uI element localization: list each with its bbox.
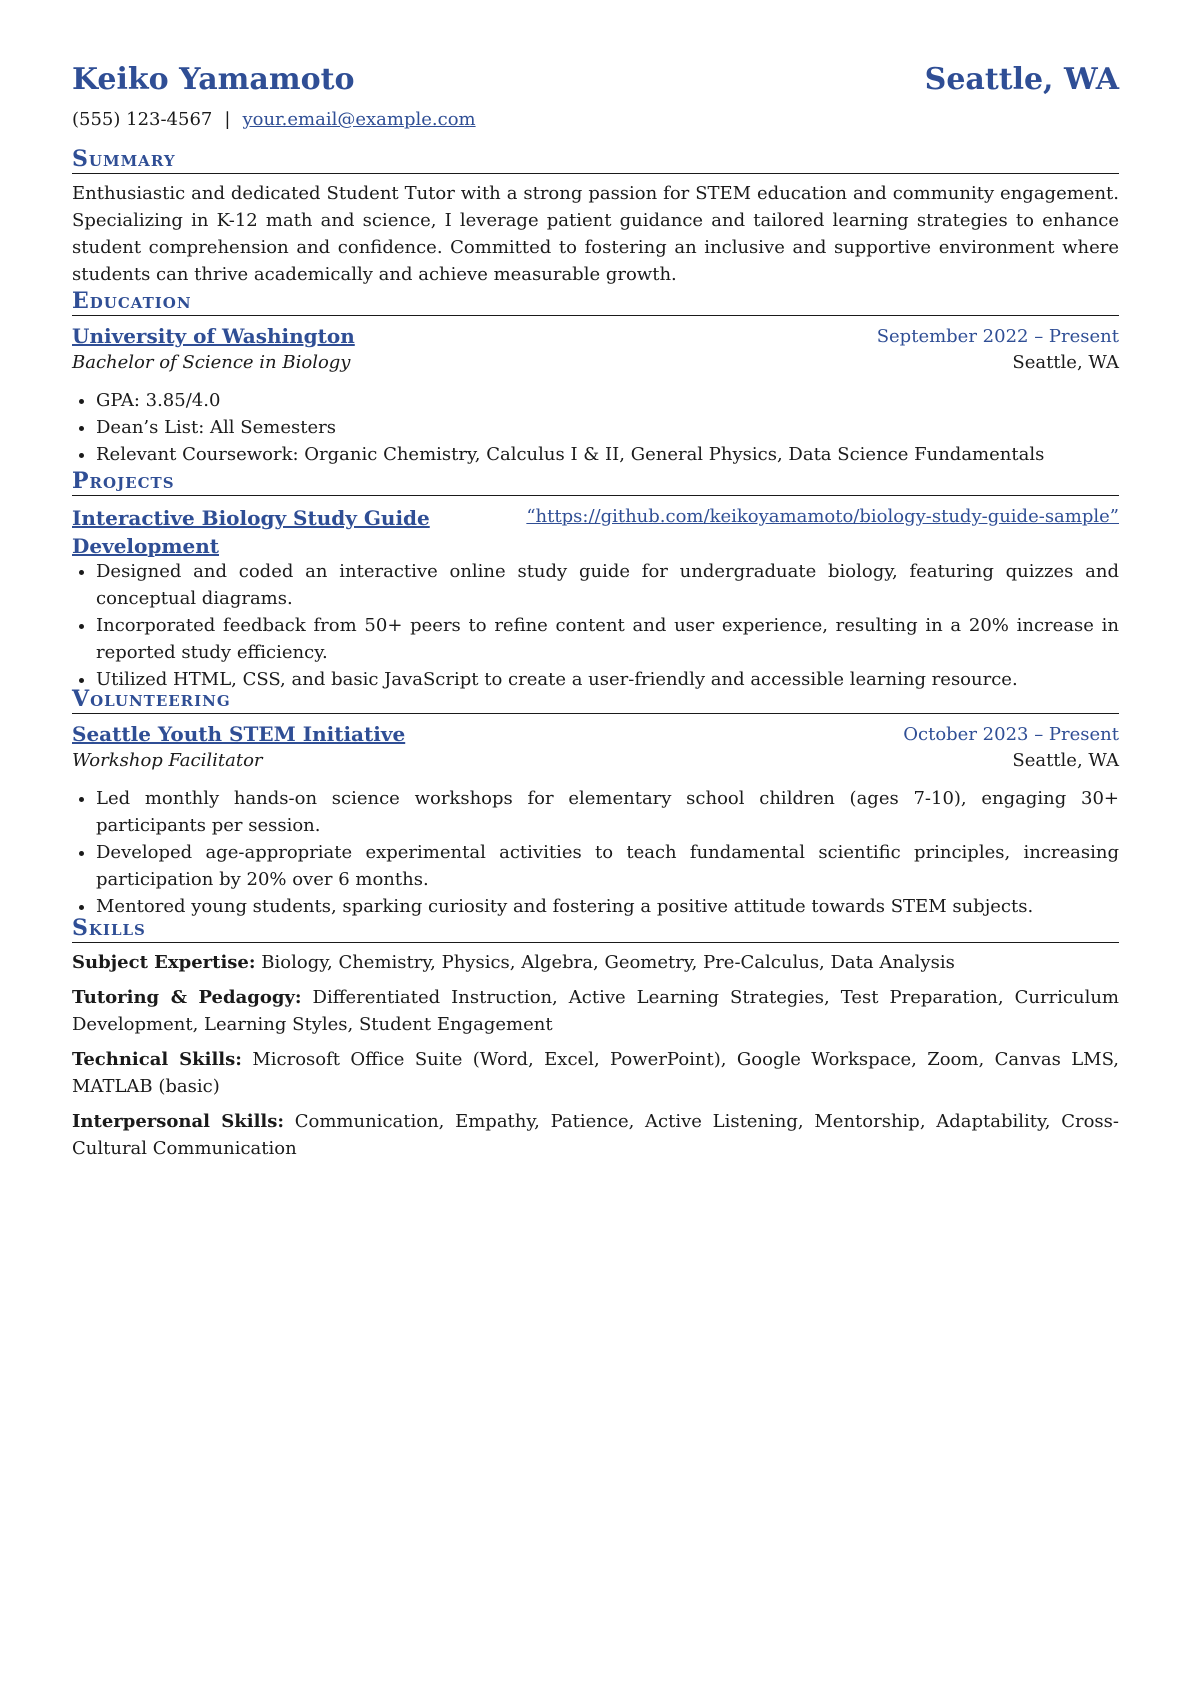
degree: Bachelor of Science in Biology (72, 352, 351, 373)
project-entry-header (72, 504, 1119, 562)
skill-row (72, 949, 1119, 976)
organization-name-link[interactable]: Seattle Youth STEM Initiative (72, 722, 406, 746)
skill-row (72, 1046, 1119, 1100)
volunteering-entry-subheader (72, 750, 1119, 777)
list-item: • Mentored young students, sparking curiosity and fostering a positive attitude towards STEM subjects. (96, 893, 1119, 920)
volunteering-section (72, 686, 1119, 920)
project-bullets (72, 558, 1119, 693)
list-item: • Designed and coded an interactive online study guide for undergraduate biology, featuring quizzes and conceptual diagrams. (96, 558, 1119, 612)
list-item: • GPA: 3.85/4.0 (96, 387, 1119, 414)
volunteering-bullets (72, 785, 1119, 920)
education-heading: Education (72, 288, 1119, 316)
volunteering-entry-header (72, 722, 1119, 750)
list-item: • Utilized HTML, CSS, and basic JavaScript to create a user-friendly and accessible learning resource. (96, 666, 1119, 693)
volunteer-role: Workshop Facilitator (72, 750, 263, 771)
skill-value: Biology, Chemistry, Physics, Algebra, Geometry, Pre-Calculus, Data Analysis (261, 952, 955, 973)
skill-label: Subject Expertise: (72, 952, 256, 973)
skill-value: Communication, Empathy, Patience, Active Listening, Mentorship, Adaptability, Cross-Cultural Communication (72, 1111, 1119, 1159)
phone-number: (555) 123-4567 (72, 109, 213, 130)
skill-row (72, 984, 1119, 1038)
skill-row (72, 1108, 1119, 1162)
summary-text: Enthusiastic and dedicated Student Tutor with a strong passion for STEM education and community engagement. Specializing in K-12 math and science, I leverage patient guidance and tailored learning strategies to enhance student comprehension and confidence. Committed to fostering an inclusive and supportive environment where students can thrive academically and achieve measurable growth. (72, 183, 1119, 285)
volunteering-heading: Volunteering (72, 686, 1119, 714)
contact-line (72, 109, 476, 130)
resume-header (72, 62, 1119, 106)
education-location: Seattle, WA (1012, 352, 1119, 373)
volunteering-location: Seattle, WA (1012, 750, 1119, 771)
list-item: • Incorporated feedback from 50+ peers to refine content and user experience, resulting in a 20% increase in reported study efficiency. (96, 612, 1119, 666)
skill-label: Interpersonal Skills: (72, 1111, 285, 1132)
skill-label: Tutoring & Pedagogy: (72, 987, 302, 1008)
email-link[interactable]: your.email@example.com (242, 109, 476, 130)
summary-heading: Summary (72, 146, 1119, 174)
list-item: • Led monthly hands-on science workshops for elementary school children (ages 7-10), engaging 30+ participants per session. (96, 785, 1119, 839)
list-item: • Dean’s List: All Semesters (96, 414, 1119, 441)
education-section (72, 288, 1119, 468)
projects-heading: Projects (72, 468, 1119, 496)
project-name-link[interactable]: Interactive Biology Study Guide Development (72, 506, 430, 558)
education-entry-header (72, 324, 1119, 352)
school-name-link[interactable]: University of Washington (72, 324, 355, 348)
education-bullets (72, 387, 1119, 468)
education-dates: September 2022 – Present (876, 326, 1119, 347)
skill-value: Differentiated Instruction, Active Learning Strategies, Test Preparation, Curriculum Development, Learning Styles, Student Engagement (72, 987, 1119, 1035)
list-item: • Relevant Coursework: Organic Chemistry, Calculus I & II, General Physics, Data Science Fundamentals (96, 441, 1119, 468)
projects-section (72, 468, 1119, 693)
skill-label: Technical Skills: (72, 1049, 242, 1070)
education-entry-subheader (72, 352, 1119, 379)
summary-section (72, 146, 1119, 288)
project-url-link[interactable]: “https://github.com/keikoyamamoto/biology-study-guide-sample” (526, 506, 1119, 527)
header-location: Seattle, WA (924, 62, 1119, 97)
list-item: • Developed age-appropriate experimental activities to teach fundamental scientific principles, increasing participation by 20% over 6 months. (96, 839, 1119, 893)
skills-heading: Skills (72, 915, 1119, 943)
candidate-name: Keiko Yamamoto (72, 62, 355, 97)
skill-value: Microsoft Office Suite (Word, Excel, PowerPoint), Google Workspace, Zoom, Canvas LMS, MATLAB (basic) (72, 1049, 1119, 1097)
skills-section (72, 915, 1119, 1162)
volunteering-dates: October 2023 – Present (903, 724, 1119, 745)
contact-separator: | (224, 109, 231, 130)
